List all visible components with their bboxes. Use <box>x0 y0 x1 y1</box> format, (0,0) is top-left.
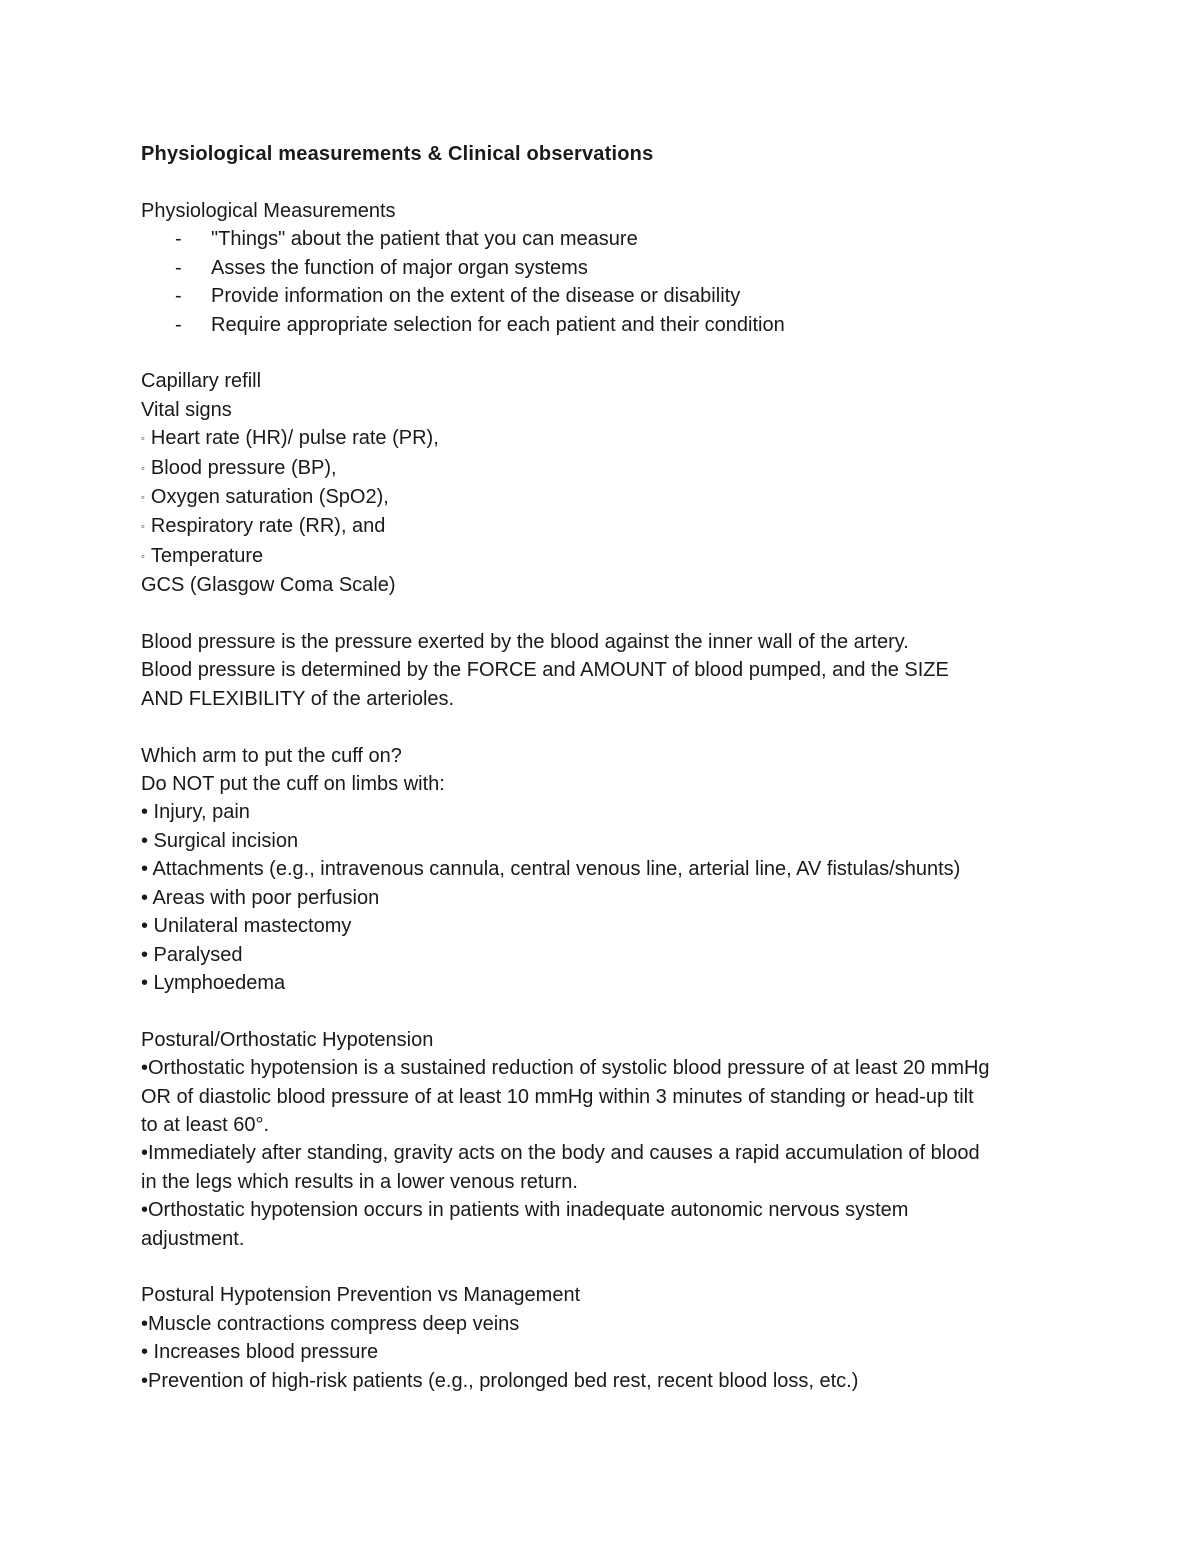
dash-list-item <box>141 282 1081 310</box>
circle-bullet-icon: ◦ <box>141 550 145 563</box>
paragraph-line: •Orthostatic hypotension is a sustained reduction of systolic blood pressure of at least 20 mmHg <box>141 1057 990 1080</box>
bp-definition-line: Blood pressure is the pressure exerted by the blood against the inner wall of the artery. <box>141 631 909 654</box>
spacer <box>141 600 1081 628</box>
cuff-question: Which arm to put the cuff on? <box>141 744 402 767</box>
list-item <box>141 512 1081 541</box>
dash-list-item <box>141 254 1081 282</box>
list-item: • Areas with poor perfusion <box>141 886 380 909</box>
spacer <box>141 339 1081 367</box>
section-heading-prevention: Postural Hypotension Prevention vs Management <box>141 1284 581 1307</box>
list-item-text: Temperature <box>150 544 264 567</box>
circle-bullet-icon: ◦ <box>141 433 145 446</box>
list-item-text: Respiratory rate (RR), and <box>150 515 386 538</box>
paragraph-line: adjustment. <box>141 1227 245 1250</box>
list-item <box>141 424 1081 453</box>
list-item <box>141 483 1081 512</box>
list-item: •Muscle contractions compress deep veins <box>141 1312 520 1335</box>
spacer <box>141 713 1081 741</box>
paragraph-line: •Immediately after standing, gravity acts on the body and causes a rapid accumulation of blood <box>141 1142 980 1165</box>
list-item-text: Asses the function of major organ systems <box>211 256 588 279</box>
cuff-intro: Do NOT put the cuff on limbs with: <box>141 773 445 796</box>
capillary-refill-text: Capillary refill <box>141 370 262 393</box>
list-item-text: Provide information on the extent of the disease or disability <box>211 285 741 308</box>
circle-bullet-icon: ◦ <box>141 462 145 475</box>
paragraph-line: OR of diastolic blood pressure of at least 10 mmHg within 3 minutes of standing or head-up tilt <box>141 1085 974 1108</box>
spacer <box>141 997 1081 1025</box>
list-item: •Prevention of high-risk patients (e.g., prolonged bed rest, recent blood loss, etc.) <box>141 1369 859 1392</box>
dash-marker: - <box>175 313 182 336</box>
spacer <box>141 1253 1081 1281</box>
dash-marker: - <box>175 228 182 251</box>
list-item <box>141 454 1081 483</box>
list-item-text: "Things" about the patient that you can measure <box>211 228 638 251</box>
list-item: • Injury, pain <box>141 801 250 824</box>
bp-determinants-line: Blood pressure is determined by the FORCE and AMOUNT of blood pumped, and the SIZE <box>141 659 949 682</box>
page-title: Physiological measurements & Clinical observations <box>141 143 654 165</box>
dash-list-item <box>141 225 1081 253</box>
dash-marker: - <box>175 285 182 308</box>
paragraph-line: in the legs which results in a lower venous return. <box>141 1170 578 1193</box>
section-heading-vital-signs: Vital signs <box>141 398 232 421</box>
document-page <box>141 140 1081 1395</box>
paragraph-line: to at least 60°. <box>141 1113 270 1136</box>
bp-determinants-line: AND FLEXIBILITY of the arterioles. <box>141 687 455 710</box>
list-item-text: Heart rate (HR)/ pulse rate (PR), <box>150 427 439 450</box>
list-item-text: Blood pressure (BP), <box>150 456 337 479</box>
circle-bullet-icon: ◦ <box>141 521 145 534</box>
list-item: • Surgical incision <box>141 829 299 852</box>
list-item: • Lymphoedema <box>141 971 286 994</box>
section-heading-postural: Postural/Orthostatic Hypotension <box>141 1028 434 1051</box>
paragraph-line: •Orthostatic hypotension occurs in patients with inadequate autonomic nervous system <box>141 1199 909 1222</box>
list-item <box>141 542 1081 571</box>
circle-bullet-icon: ◦ <box>141 492 145 505</box>
list-item: • Paralysed <box>141 943 243 966</box>
list-item: • Increases blood pressure <box>141 1341 379 1364</box>
list-item-text: Require appropriate selection for each patient and their condition <box>211 313 785 336</box>
list-item: • Unilateral mastectomy <box>141 915 352 938</box>
list-item-text: Oxygen saturation (SpO2), <box>150 486 389 509</box>
dash-list-item <box>141 311 1081 339</box>
dash-marker: - <box>175 256 182 279</box>
section-heading-physiological: Physiological Measurements <box>141 200 396 222</box>
gcs-text: GCS (Glasgow Coma Scale) <box>141 574 396 597</box>
list-item: • Attachments (e.g., intravenous cannula, central venous line, arterial line, AV fistulas/shunts) <box>141 858 961 881</box>
